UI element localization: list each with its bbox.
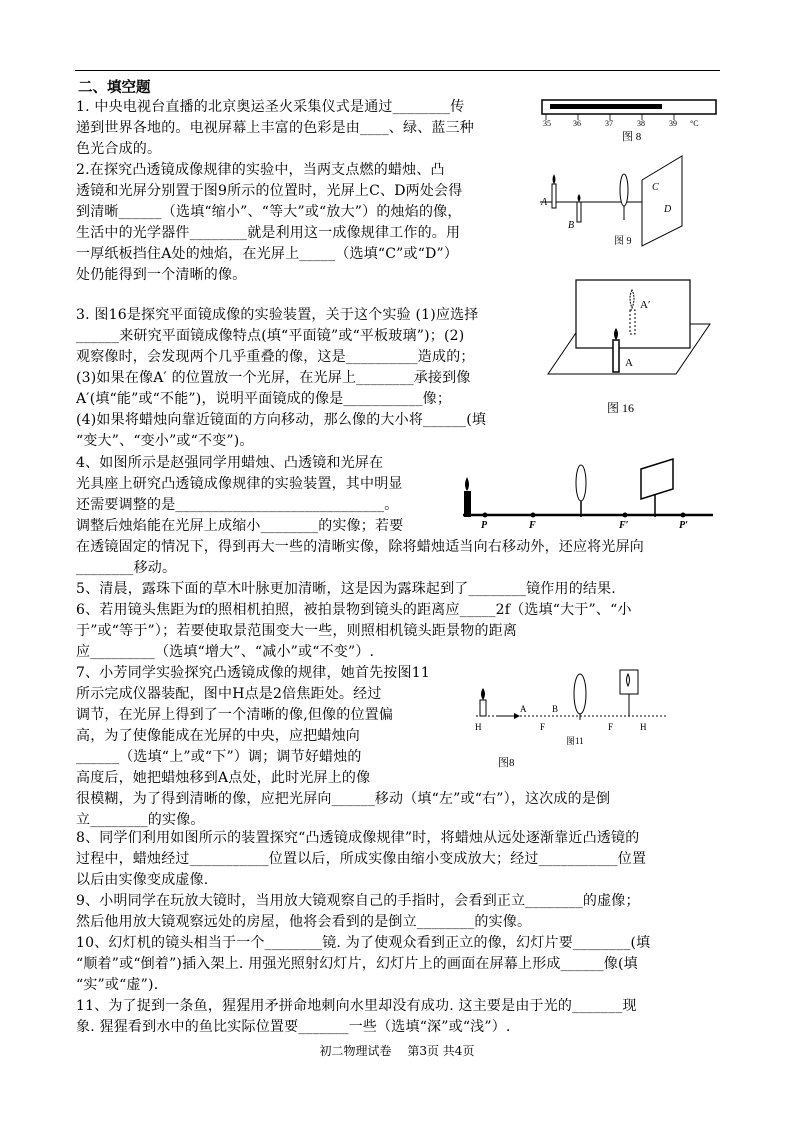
question-line: (3)如果在像A′ 的位置放一个光屏，在光屏上________承接到像 [76,370,471,386]
question-9 [76,891,640,933]
question-line: 调整后烛焰能在光屏上成缩小________的实像；若要 [76,518,404,534]
thermometer-figure [540,96,720,144]
question-line: 以后由实像变成虚像. [76,872,209,888]
question-line: 11、为了捉到一条鱼，猩猩用矛拼命地刺向水里却没有成功. 这主要是由于光的_______现 [76,998,637,1014]
tick-36: 36 [573,119,581,128]
tick-35: 35 [543,119,551,128]
page-footer: 初二物理试卷 第3页 共4页 [319,1044,475,1058]
label-B: B [552,704,559,714]
fig8-caption: 图 8 [622,131,642,143]
label-P: P [481,520,488,530]
question-line: 一厚纸板挡住A处的烛焰，在光屏上_____（选填“C”或“D”） [76,246,459,262]
question-line: “变大”、“变小”或“不变”)。 [76,433,254,449]
lens-setup-figure-9 [532,150,712,250]
label-H-left: H [475,722,482,732]
label-A: A [541,197,548,208]
question-line: 调节，在光屏上得到了一个清晰的像,但像的位置偏 [76,707,394,723]
question-line: 所示完成仪器装配，图中H点是2倍焦距处。经过 [76,686,382,702]
label-B: B [568,220,575,231]
question-line: 1. 中央电视台直播的北京奥运圣火采集仪式是通过________传 [76,99,465,115]
question-line: 应_________（选填“增大”、“减小”或“不变”）. [76,644,375,660]
question-line: “实”或“虚”). [76,977,159,993]
question-line: A′(填“能”或“不能”)，说明平面镜成的像是___________像； [76,391,452,407]
question-line: 高，为了使像能成在光屏的中央，应把蜡烛向 [76,728,360,744]
question-line: 在透镜固定的情况下，得到再大一些的清晰实像，除将蜡烛适当向右移动外，还应将光屏向 [76,539,644,555]
question-line: ________移动。 [76,560,177,576]
question-11 [76,996,637,1038]
label-A-prime: A′ [640,299,651,311]
question-line: 到清晰______（选填“缩小”、“等大”或“放大”）的烛焰的像， [76,204,462,220]
fig9-caption: 图 9 [614,236,632,247]
label-F: F [529,520,536,530]
question-line: 很模糊，为了得到清晰的像，应把光屏向______移动（填“左”或“右”），这次成的是倒 [76,791,611,807]
tick-37: 37 [605,119,613,128]
fig16-caption: 图 16 [607,401,635,415]
question-line: 4、如图所示是赵强同学用蜡烛、凸透镜和光屏在 [76,455,384,471]
label-F-right: F [608,722,614,732]
label-C: C [652,182,659,193]
question-line: 处仍能得到一个清晰的像。 [76,267,247,283]
lens-setup-figure-11 [470,664,670,776]
question-line: 还需要调整的是_____________________________。 [76,497,399,513]
question-line: 6、若用镜头焦距为f的照相机拍照，被拍景物到镜头的距离应_____2f（选填“大于”、“小 [76,602,632,618]
question-line: 高度后，她把蜡烛移到A点处，此时光屏上的像 [76,770,371,786]
question-line: 透镜和光屏分别置于图9所示的位置时，光屏上C、D两处会得 [76,183,463,199]
tick-unit: °C [690,119,699,128]
question-line: ______来研究平面镜成像特点(填“平面镜”或“平板玻璃”)；(2) [76,328,465,344]
question-line: 10、幻灯机的镜头相当于一个________镜. 为了使观众看到正立的像，幻灯片要________(填 [76,935,651,951]
question-line: 象. 猩猩看到水中的鱼比实际位置要_______一些（选填“深”或“浅”）. [76,1019,511,1035]
label-A: A [520,704,527,714]
question-line: 2.在探究凸透镜成像规律的实验中，当两支点燃的蜡烛、凸 [76,162,445,178]
question-line: 7、小芳同学实验探究凸透镜成像的规律，她首先按图11 [76,665,430,681]
question-line: 5、清晨，露珠下面的草木叶脉更加清晰，这是因为露珠起到了________镜作用的结果. [76,581,616,597]
question-5 [76,579,616,600]
tick-39: 39 [669,119,677,128]
question-line: ______（选填“上”或“下”）调；调节好蜡烛的 [76,749,362,765]
question-line: 3. 图16是探究平面镜成像的实验装置，关于这个实验 (1)应选择 [76,307,479,323]
fig8-caption-lower: 图8 [498,757,515,769]
question-line: 8、同学们利用如图所示的装置探究“凸透镜成像规律”时，将蜡烛从远处逐渐靠近凸透镜的 [76,830,640,846]
label-H-right: H [640,722,647,732]
fig11-inner-caption: 图11 [566,736,584,746]
question-6 [76,600,632,663]
question-line: 色光合成的。 [76,141,162,157]
question-3 [76,305,486,452]
question-line: (4)如果将蜡烛向靠近镜面的方向移动，那么像的大小将______(填 [76,412,487,428]
question-2 [76,160,462,286]
question-line: 立________的实像。 [76,812,205,828]
label-P-prime: P′ [679,520,688,530]
label-F-left: F [540,722,546,732]
tick-38: 38 [637,119,645,128]
question-line: 生活中的光学器件________就是利用这一成像规律工作的。用 [76,225,461,241]
question-line: 光具座上研究凸透镜成像规律的实验装置，其中明显 [76,476,403,492]
question-line: 观察像时，会发现两个几乎重叠的像，这是__________造成的； [76,349,475,365]
optical-bench-figure [455,455,720,530]
label-A: A [625,357,633,369]
question-line: 9、小明同学在玩放大镜时，当用放大镜观察自己的手指时，会看到正立________的虚像； [76,893,640,909]
label-D: D [664,204,672,215]
plane-mirror-figure-16 [540,274,720,422]
label-F-prime: F′ [619,520,629,530]
question-10 [76,933,650,996]
question-8 [76,828,646,891]
header-rule [75,70,720,71]
question-line: 然后他用放大镜观察远处的房屋，他将会看到的是倒立________的实像。 [76,914,532,930]
question-line: “顺着”或“倒着”)插入架上. 用强光照射幻灯片，幻灯片上的画面在屏幕上形成______像(填 [76,956,638,972]
question-1 [76,97,474,160]
section-title: 二、填空题 [78,80,151,96]
question-line: 过程中，蜡烛经过___________位置以后，所成实像由缩小变成放大；经过___________位置 [76,851,647,867]
question-line: 于”或“等于”）；若要使取景范围变大一些，则照相机镜头距景物的距离 [76,623,518,639]
question-line: 递到世界各地的。电视屏幕上丰富的色彩是由____、绿、蓝三种 [76,120,474,136]
